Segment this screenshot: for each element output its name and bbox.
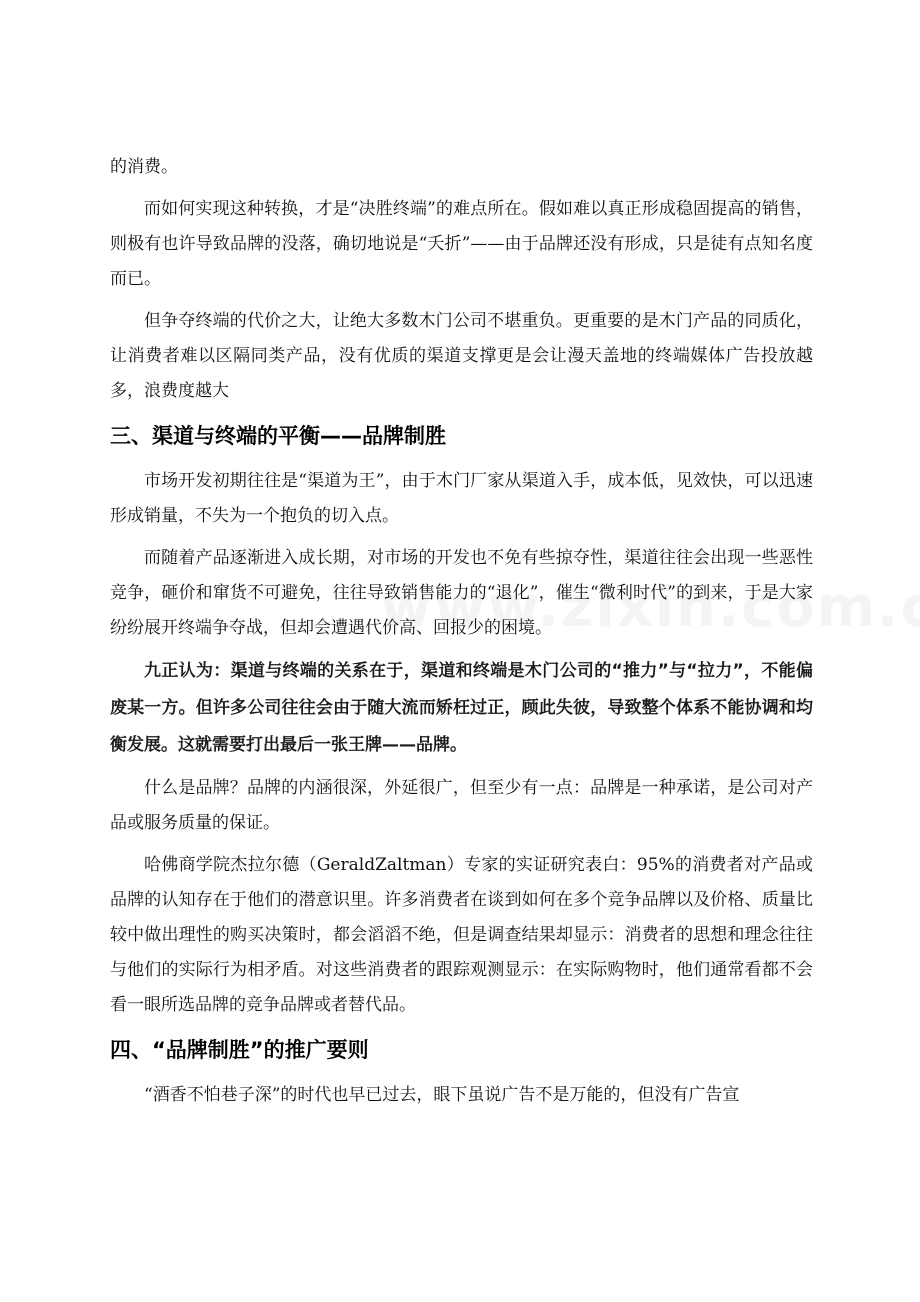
paragraph: 而随着产品逐渐进入成长期，对市场的开发也不免有些掠夺性，渠道往往会出现一些恶性竞争，砸价和窜货不可避免，往往导致销售能力的“退化”，催生“微利时代”的到来，于是大家纷纷展开终端争夺战，但却会遭遇代价高、回报少的困境。 [110,548,813,638]
paragraph: “酒香不怕巷子深”的时代也早已过去，眼下虽说广告不是万能的，但没有广告宣 [144,1085,740,1105]
paragraph-bold: 九正认为：渠道与终端的关系在于，渠道和终端是木门公司的“推力”与“拉力”，不能偏废某一方。但许多公司往往会由于随大流而矫枉过正，顾此失彼，导致整个体系不能协调和均衡发展。这就需要打出最后一张王牌——品牌。 [110,661,813,755]
section-heading-4: 四、“品牌制胜”的推广要则 [110,1038,369,1062]
paragraph: 哈佛商学院杰拉尔德（GeraldZaltman）专家的实证研究表白：95%的消费者对产品或品牌的认知存在于他们的潜意识里。许多消费者在谈到如何在多个竞争品牌以及价格、质量比较中做出理性的购买决策时，都会滔滔不绝，但是调查结果却显示：消费者的思想和理念往往与他们的实际行为相矛盾。对这些消费者的跟踪观测显示：在实际购物时，他们通常看都不会看一眼所选品牌的竞争品牌或者替代品。 [110,855,813,1015]
section-heading-3: 三、渠道与终端的平衡——品牌制胜 [110,424,446,448]
paragraph: 而如何实现这种转换，才是“决胜终端”的难点所在。假如难以真正形成稳固提高的销售，则极有也许导致品牌的没落，确切地说是“夭折”——由于品牌还没有形成，只是徒有点知名度而已。 [110,199,813,289]
paragraph: 但争夺终端的代价之大，让绝大多数木门公司不堪重负。更重要的是木门产品的同质化，让消费者难以区隔同类产品，没有优质的渠道支撑更是会让漫天盖地的终端媒体广告投放越多，浪费度越大 [110,311,813,401]
paragraph: 市场开发初期往往是“渠道为王”，由于木门厂家从渠道入手，成本低，见效快，可以迅速形成销量，不失为一个抱负的切入点。 [110,471,813,526]
paragraph: 什么是品牌？品牌的内涵很深，外延很广，但至少有一点：品牌是一种承诺，是公司对产品或服务质量的保证。 [110,778,813,833]
document-body [110,150,813,1120]
paragraph-continuation: 的消费。 [110,157,178,177]
